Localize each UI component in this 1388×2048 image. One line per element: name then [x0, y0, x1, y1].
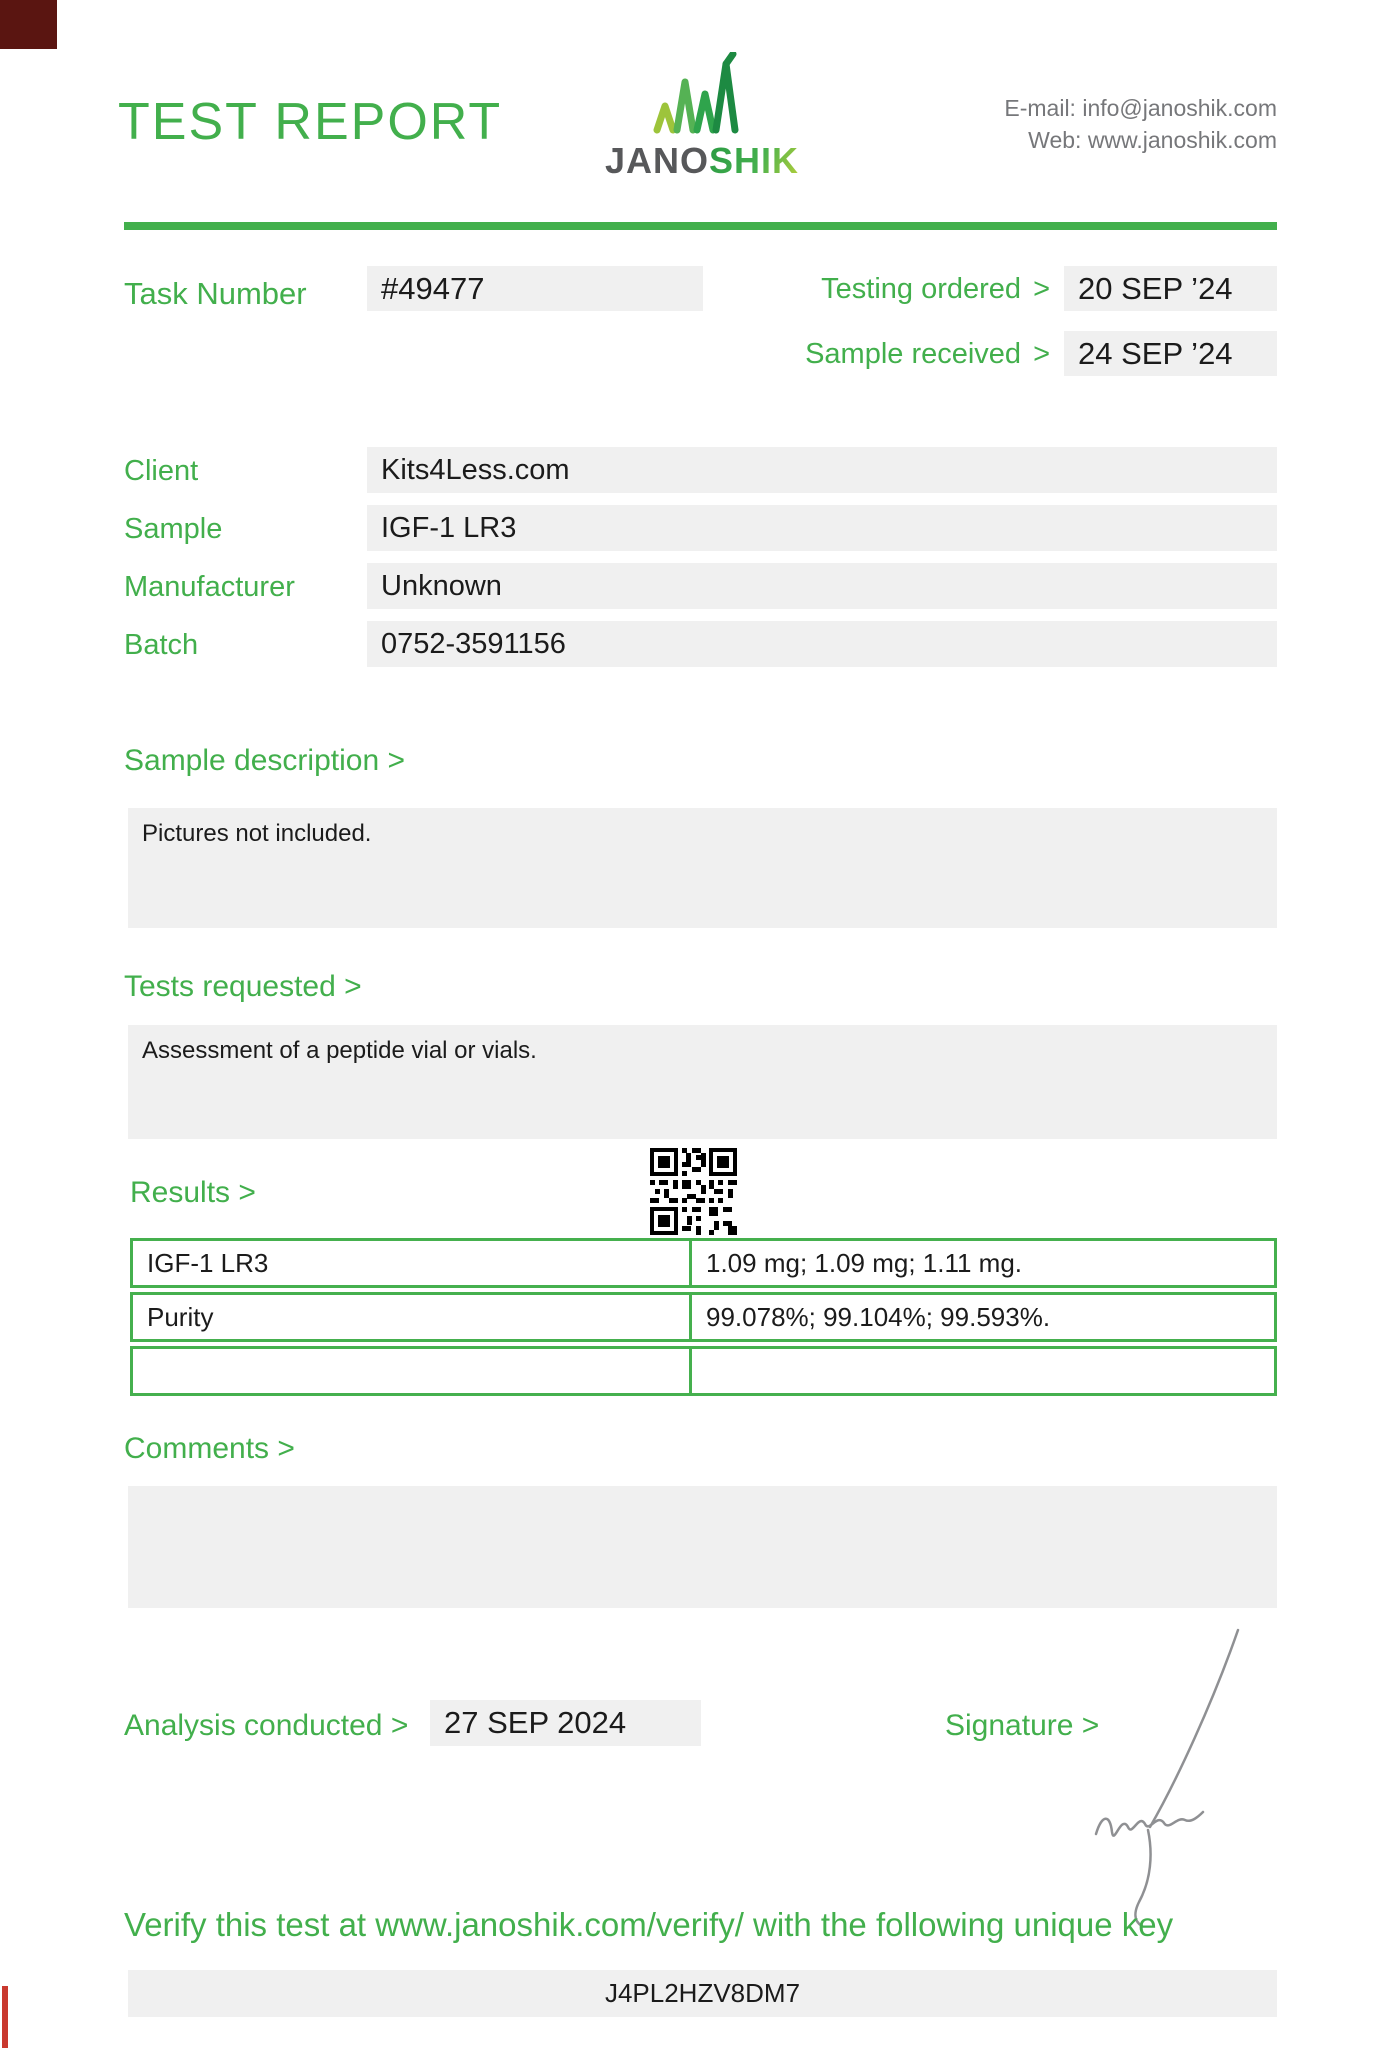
testing-ordered-label: Testing ordered > — [821, 273, 1050, 305]
analysis-date: 27 SEP 2024 — [430, 1700, 701, 1746]
verify-key: J4PL2HZV8DM7 — [128, 1970, 1277, 2017]
page-title: TEST REPORT — [118, 93, 503, 151]
tests-requested-box: Assessment of a peptide vial or vials. — [128, 1025, 1277, 1139]
table-row — [130, 1238, 1277, 1288]
sample-description-box: Pictures not included. — [128, 808, 1277, 928]
task-number-value: #49477 — [367, 266, 703, 311]
contact-block — [1004, 92, 1277, 156]
signature-label: Signature > — [945, 1709, 1100, 1742]
sample-received-date: 24 SEP ’24 — [1064, 331, 1277, 376]
chevron-right-icon: > — [1033, 338, 1050, 370]
scan-artifact-top-left — [0, 0, 57, 49]
brand-wordmark — [592, 140, 812, 182]
result-value: 1.09 mg; 1.09 mg; 1.11 mg. — [706, 1248, 1023, 1278]
chevron-right-icon: > — [1033, 273, 1050, 305]
result-value — [692, 1349, 1274, 1393]
chart-peaks-icon — [650, 52, 742, 143]
batch-label: Batch — [124, 629, 199, 661]
client-value: Kits4Less.com — [367, 447, 1277, 493]
contact-email: E-mail: info@janoshik.com — [1004, 95, 1277, 121]
task-number-label: Task Number — [124, 276, 307, 311]
sample-label: Sample — [124, 513, 223, 545]
table-row — [130, 1346, 1277, 1396]
result-name — [133, 1349, 692, 1393]
verify-instruction: Verify this test at www.janoshik.com/verify/ with the following unique key — [124, 1906, 1174, 1943]
manufacturer-label: Manufacturer — [124, 571, 295, 603]
sample-value: IGF-1 LR3 — [367, 505, 1277, 551]
result-name: IGF-1 LR3 — [133, 1241, 692, 1285]
results-table — [130, 1238, 1277, 1400]
result-value: 99.078%; 99.104%; 99.593%. — [706, 1302, 1051, 1332]
sample-received-label: Sample received > — [805, 338, 1050, 370]
testing-ordered-date: 20 SEP ’24 — [1064, 266, 1277, 311]
signature-scribble — [1078, 1622, 1253, 1932]
client-label: Client — [124, 455, 199, 487]
brand-shik: SHIK — [709, 140, 800, 181]
manufacturer-value: Unknown — [367, 563, 1277, 609]
header-divider — [124, 222, 1277, 230]
results-heading: Results > — [130, 1176, 256, 1209]
comments-heading: Comments > — [124, 1432, 295, 1465]
tests-requested-heading: Tests requested > — [124, 970, 362, 1003]
batch-value: 0752-3591156 — [367, 621, 1277, 667]
scan-artifact-bottom-left — [2, 1986, 8, 2048]
comments-box — [128, 1486, 1277, 1608]
brand-jano: JANO — [604, 140, 709, 181]
contact-web: Web: www.janoshik.com — [1028, 127, 1277, 153]
analysis-conducted-label: Analysis conducted > — [124, 1709, 409, 1742]
sample-description-heading: Sample description > — [124, 744, 405, 777]
result-name: Purity — [133, 1295, 692, 1339]
table-row — [130, 1292, 1277, 1342]
qr-code — [650, 1148, 737, 1240]
